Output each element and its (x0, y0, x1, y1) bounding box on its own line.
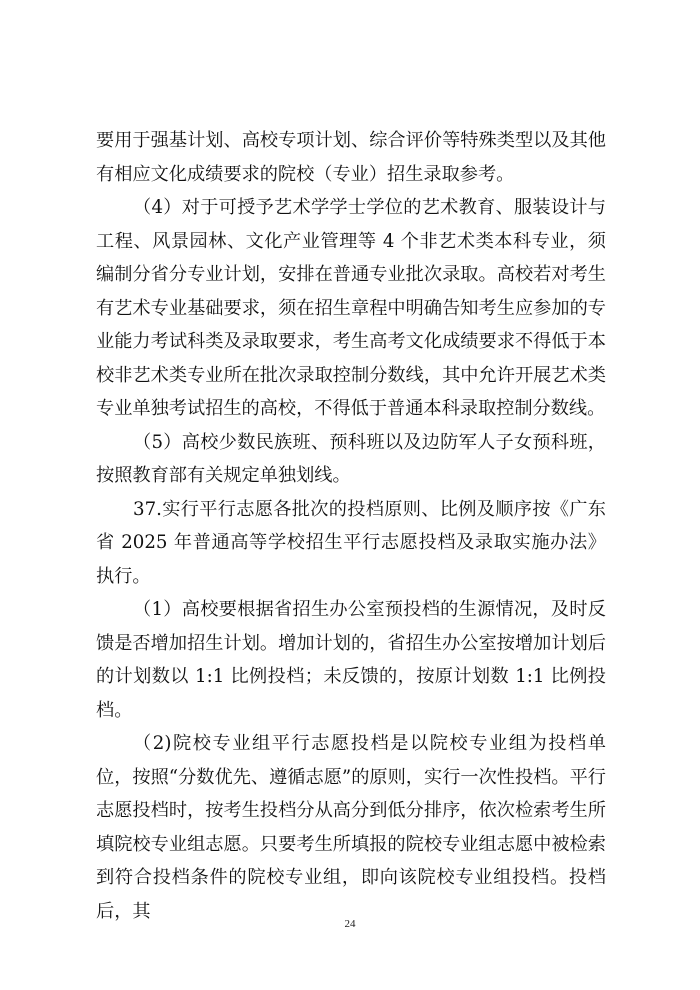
paragraph-article-37: 37.实行平行志愿各批次的投档原则、比例及顺序按《广东省 2025 年普通高等学校招生平行志愿投档及录取实施办法》执行。 (96, 498, 606, 587)
paragraph-item-2: （2)院校专业组平行志愿投档是以院校专业组为投档单位，按照“分数优先、遵循志愿”的原则，实行一次性投档。平行志愿投档时，按考生投档分从高分到低分排序，依次检索考生所填院校专业组志愿。只要考生所填报的院校专业组志愿中被检索到符合投档条件的院校专业组，即向该院校专业组投档。投档后，其 (96, 733, 606, 922)
body-text (96, 124, 606, 928)
paragraph-continuation: 要用于强基计划、高校专项计划、综合评价等特殊类型以及其他有相应文化成绩要求的院校（专业）招生录取参考。 (96, 130, 606, 185)
paragraph-item-5: （5）高校少数民族班、预科班以及边防军人子女预科班，按照教育部有关规定单独划线。 (96, 431, 606, 486)
page-number: 24 (344, 918, 356, 930)
paragraph-item-1: （1）高校要根据省招生办公室预投档的生源情况，及时反馈是否增加招生计划。增加计划的，省招生办公室按增加计划后的计划数以 1:1 比例投档；未反馈的，按原计划数 1:1 比例投档。 (96, 599, 606, 721)
paragraph-item-4: （4）对于可授予艺术学学士学位的艺术教育、服装设计与工程、风景园林、文化产业管理等 4 个非艺术类本科专业，须编制分省分专业计划，安排在普通专业批次录取。高校若对考生有艺术专业基础要求，须在招生章程中明确告知考生应参加的专业能力考试科类及录取要求，考生高考文化成绩要求不得低于本校非艺术类专业所在批次录取控制分数线，其中允许开展艺术类专业单独考试招生的高校，不得低于普通本科录取控制分数线。 (96, 197, 606, 419)
